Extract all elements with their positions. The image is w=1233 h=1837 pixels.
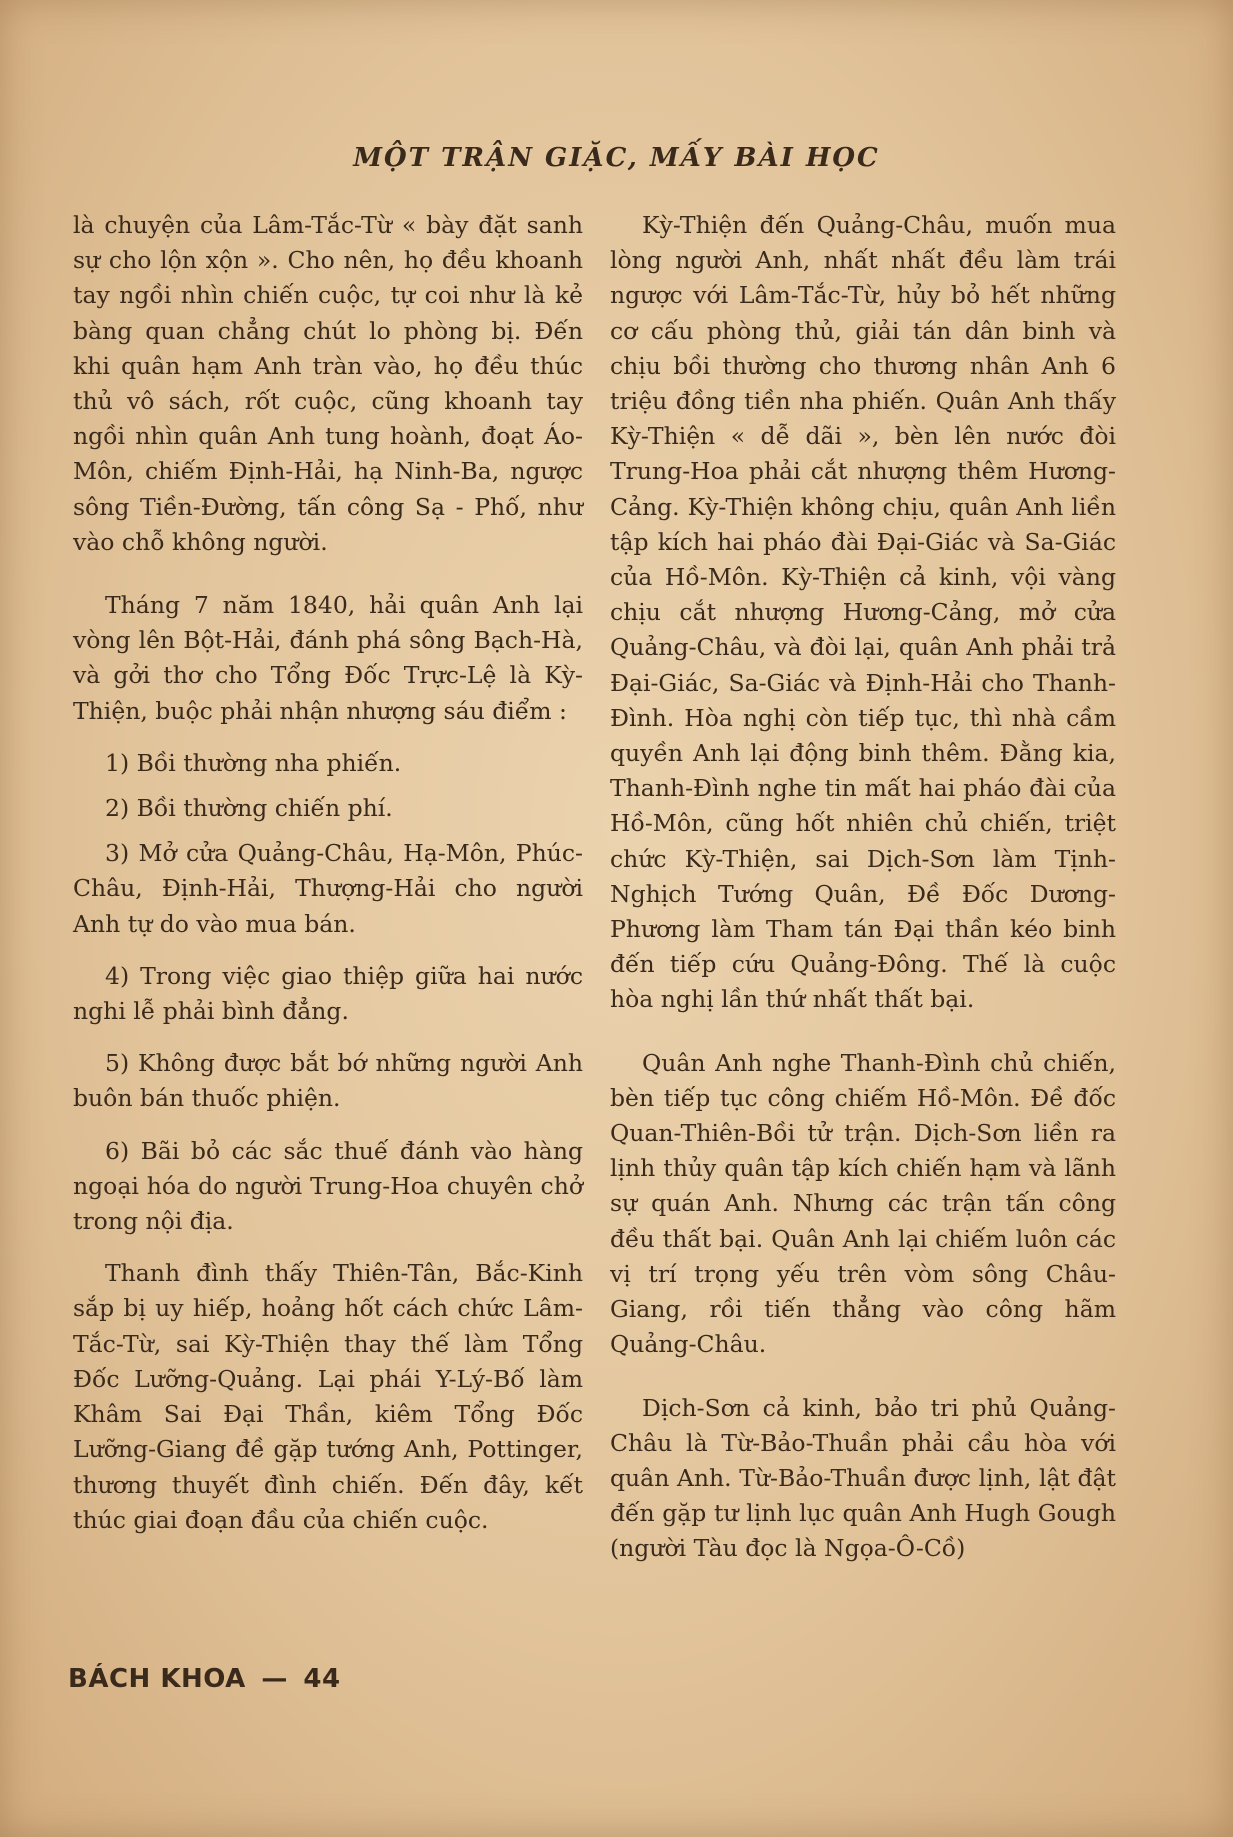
running-head: MỘT TRẬN GIẶC, MẤY BÀI HỌC — [353, 143, 880, 173]
right-column — [610, 208, 1116, 1584]
magazine-name: BÁCH KHOA — [68, 1664, 246, 1694]
footer-dash: — — [261, 1664, 288, 1694]
right-paragraph-2: Quân Anh nghe Thanh-Đình chủ chiến, bèn tiếp tục công chiếm Hồ-Môn. Đề đốc Quan-Thiên-Bồi tử trận. Dịch-Sơn liền ra lịnh thủy quân tập kích chiến hạm và lãnh sự quán Anh. Nhưng các trận tấn công đều thất bại. Quân Anh lại chiếm luôn các vị trí trọng yếu trên vòm sông Châu-Giang, rồi tiến thẳng vào công hãm Quảng-Châu. — [610, 1048, 1116, 1359]
list-item: 3) Mở cửa Quảng-Châu, Hạ-Môn, Phúc-Châu, Định-Hải, Thượng-Hải cho người Anh tự do vào mua bán. — [73, 839, 583, 938]
list-item: 5) Không được bắt bớ những người Anh buôn bán thuốc phiện. — [73, 1049, 583, 1113]
list-item: 6) Bãi bỏ các sắc thuế đánh vào hàng ngoại hóa do người Trung-Hoa chuyên chở trong nội địa. — [73, 1136, 583, 1236]
page-footer — [68, 1664, 341, 1694]
left-column — [73, 208, 583, 1555]
right-paragraph-1: Kỳ-Thiện đến Quảng-Châu, muốn mua lòng người Anh, nhất nhất đều làm trái ngược với Lâm-Tắc-Từ, hủy bỏ hết những cơ cấu phòng thủ, giải tán dân binh và chịu bồi thường cho thương nhân Anh 6 triệu đồng tiền nha phiến. Quân Anh thấy Kỳ-Thiện « dễ dãi », bèn lên nước đòi Trung-Hoa phải cắt nhượng thêm Hương-Cảng. Kỳ-Thiện không chịu, quân Anh liền tập kích hai pháo đài Đại-Giác và Sa-Giác của Hồ-Môn. Kỳ-Thiện cả kinh, vội vàng chịu cắt nhượng Hương-Cảng, mở cửa Quảng-Châu, và đòi lại, quân Anh phải trả Đại-Giác, Sa-Giác và Định-Hải cho Thanh-Đình. Hòa nghị còn tiếp tục, thì nhà cầm quyền Anh lại động binh thêm. Đằng kia, Thanh-Đình nghe tin mất hai pháo đài của Hồ-Môn, cũng hốt nhiên chủ chiến, triệt chức Kỳ-Thiện, sai Dịch-Sơn làm Tịnh-Nghịch Tướng Quân, Đề Đốc Dương-Phương làm Tham tán Đại thần kéo binh đến tiếp cứu Quảng-Đông. Thế là cuộc hòa nghị lần thứ nhất thất bại. — [610, 211, 1116, 1014]
list-item: 1) Bồi thường nha phiến. — [105, 748, 402, 777]
left-paragraph-1: là chuyện của Lâm-Tắc-Từ « bày đặt sanh sự cho lộn xộn ». Cho nên, họ đều khoanh tay ngồi nhìn chiến cuộc, tự coi như là kẻ bàng quan chẳng chút lo phòng bị. Đến khi quân hạm Anh tràn vào, họ đều thúc thủ vô sách, rốt cuộc, cũng khoanh tay ngồi nhìn quân Anh tung hoành, đoạt Áo-Môn, chiếm Định-Hải, hạ Ninh-Ba, ngược sông Tiền-Đường, tấn công Sạ - Phố, như vào chỗ không người. — [73, 211, 583, 556]
left-paragraph-3: Thanh đình thấy Thiên-Tân, Bắc-Kinh sắp bị uy hiếp, hoảng hốt cách chức Lâm-Tắc-Từ, sai Kỳ-Thiện thay thế làm Tổng Đốc Lưỡng-Quảng. Lại phái Y-Lý-Bố làm Khâm Sai Đại Thần, kiêm Tổng Đốc Lưỡng-Giang đề gặp tướng Anh, Pottinger, thương thuyết đình chiến. Đến đây, kết thúc giai đoạn đầu của chiến cuộc. — [73, 1259, 583, 1534]
list-item: 2) Bồi thường chiến phí. — [105, 794, 393, 823]
left-paragraph-2: Tháng 7 năm 1840, hải quân Anh lại vòng lên Bột-Hải, đánh phá sông Bạch-Hà, và gởi thơ cho Tổng Đốc Trực-Lệ là Kỳ-Thiện, buộc phải nhận nhượng sáu điểm : — [73, 591, 583, 725]
right-paragraph-3: Dịch-Sơn cả kinh, bảo tri phủ Quảng-Châu là Từ-Bảo-Thuần phải cầu hòa với quân Anh. Từ-Bảo-Thuần được lịnh, lật đật đến gặp tư lịnh lục quân Anh Hugh Gough (người Tàu đọc là Ngọa-Ô-Cồ) — [610, 1393, 1116, 1563]
page-number: 44 — [303, 1664, 341, 1694]
list-item: 4) Trong việc giao thiệp giữa hai nước nghi lễ phải bình đẳng. — [73, 961, 583, 1026]
